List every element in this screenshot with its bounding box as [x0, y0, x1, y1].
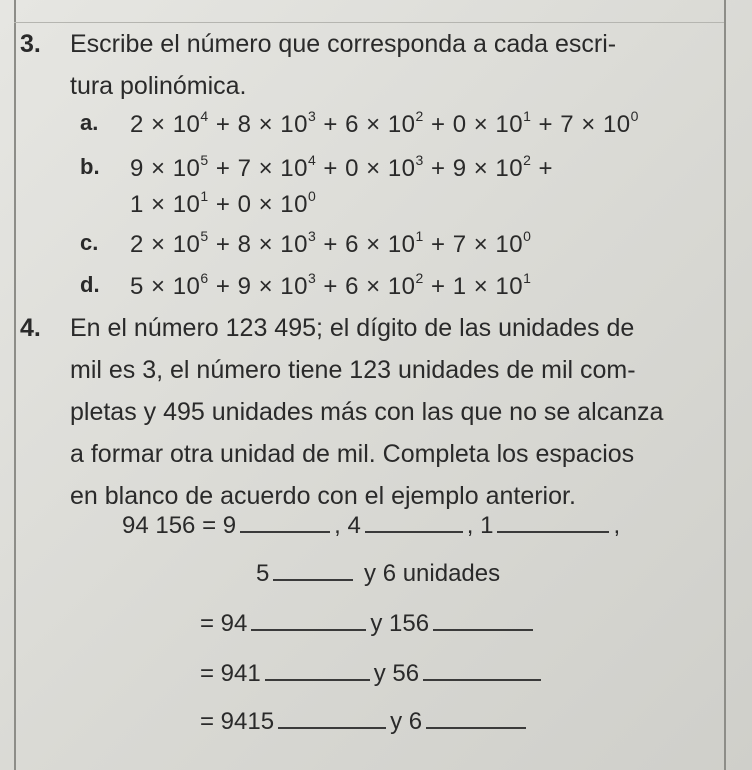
fill-row-text: 5: [256, 560, 270, 587]
fill-in-row: [122, 512, 620, 540]
answer-blank[interactable]: [497, 527, 609, 533]
polynomial-term: $7 \times 10^4$: [237, 152, 317, 182]
answer-blank[interactable]: [433, 625, 533, 631]
answer-blank[interactable]: [278, 723, 386, 729]
exercise-4-number: 4.: [20, 314, 41, 342]
polynomial-expression: $2 \times 10^4 + 8 \times 10^3 + 6 \times 10^2 + 0 \times 10^1 + 7 \times 10^0$: [130, 108, 639, 138]
polynomial-term: $6 \times 10^2$: [345, 108, 424, 138]
fill-row-text: 94 156 = 9: [122, 512, 237, 539]
item-letter: a.: [80, 110, 99, 135]
polynomial-expression: $9 \times 10^5 + 7 \times 10^4 + 0 \times 10^3 + 9 \times 10^2$ +: [130, 152, 554, 182]
exercise-4-line-2: mil es 3, el número tiene 123 unidades de mil com-: [70, 356, 636, 384]
polynomial-term: $7 \times 10^0$: [452, 228, 532, 258]
fill-in-row: [200, 708, 530, 736]
top-rule: [14, 22, 724, 23]
polynomial-term: $0 \times 10^1$: [452, 108, 532, 138]
fill-row-text: = 941: [200, 660, 261, 687]
polynomial-term: $2 \times 10^4$: [130, 108, 209, 138]
polynomial-term: $1 \times 10^1$: [452, 270, 532, 300]
polynomial-expression: $2 \times 10^5 + 8 \times 10^3 + 6 \times 10^1 + 7 \times 10^0$: [130, 228, 532, 258]
polynomial-term: $6 \times 10^2$: [345, 270, 424, 300]
item-letter: b.: [80, 154, 100, 179]
fill-row-text: y 156: [370, 610, 430, 637]
right-margin-line: [724, 0, 726, 770]
fill-in-row: [200, 660, 545, 688]
fill-row-text: = 94: [200, 610, 248, 637]
polynomial-term: $1 \times 10^1$: [130, 188, 209, 218]
polynomial-term: $2 \times 10^5$: [130, 228, 209, 258]
exercise-4-line-3: pletas y 495 unidades más con las que no se alcanza: [70, 398, 664, 426]
fill-row-text: , 4: [334, 512, 361, 539]
exercise-4-line-1: En el número 123 495; el dígito de las unidades de: [70, 314, 635, 342]
polynomial-term: $7 \times 10^0$: [560, 108, 639, 138]
polynomial-term: $8 \times 10^3$: [237, 108, 317, 138]
fill-row-text: , 1: [466, 512, 494, 539]
exercise-4-line-5: en blanco de acuerdo con el ejemplo anterior.: [70, 482, 576, 510]
answer-blank[interactable]: [240, 527, 330, 533]
answer-blank[interactable]: [251, 625, 366, 631]
answer-blank[interactable]: [365, 527, 463, 533]
item-letter: c.: [80, 230, 99, 255]
polynomial-expression: $1 \times 10^1 + 0 \times 10^0$: [130, 188, 317, 218]
fill-in-row: [200, 610, 537, 638]
fill-row-text: y 6 unidades: [357, 560, 501, 587]
left-margin-line: [14, 0, 16, 770]
polynomial-term: $9 \times 10^2$: [452, 152, 532, 182]
exercise-4-line-4: a formar otra unidad de mil. Completa los espacios: [70, 440, 635, 468]
polynomial-term: $9 \times 10^5$: [130, 152, 209, 182]
fill-row-text: ,: [613, 512, 621, 539]
polynomial-term: $8 \times 10^3$: [237, 228, 317, 258]
polynomial-term: $0 \times 10^3$: [345, 152, 424, 182]
polynomial-expression: $5 \times 10^6 + 9 \times 10^3 + 6 \times 10^2 + 1 \times 10^1$: [130, 270, 532, 300]
polynomial-term: $6 \times 10^1$: [345, 228, 424, 258]
answer-blank[interactable]: [426, 723, 526, 729]
polynomial-term: $9 \times 10^3$: [237, 270, 317, 300]
exercise-3-line-1: Escribe el número que corresponda a cada escri-: [70, 30, 617, 58]
answer-blank[interactable]: [423, 675, 541, 681]
fill-in-row: [256, 560, 500, 588]
fill-row-text: y 56: [373, 660, 420, 687]
answer-blank[interactable]: [265, 675, 370, 681]
polynomial-term: $0 \times 10^0$: [237, 188, 317, 218]
fill-row-text: = 9415: [200, 708, 275, 735]
answer-blank[interactable]: [273, 575, 353, 581]
polynomial-term: $5 \times 10^6$: [130, 270, 209, 300]
fill-row-text: y 6: [390, 708, 423, 735]
exercise-3-line-2: tura polinómica.: [70, 72, 247, 100]
item-letter: d.: [80, 272, 100, 297]
exercise-3-number: 3.: [20, 30, 41, 58]
